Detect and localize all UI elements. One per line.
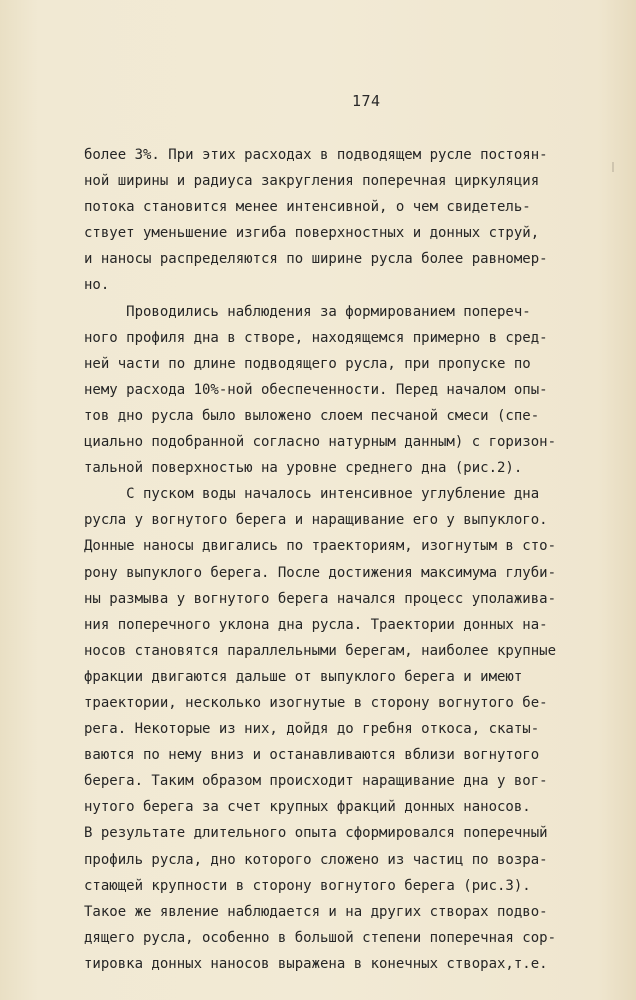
text-line: ной ширины и радиуса закругления поперечная циркуляция <box>84 173 540 190</box>
text-line: циально подобранной согласно натурным данным) с горизон- <box>84 434 557 451</box>
text-line: нему расхода 10%-ной обеспеченности. Перед началом опы- <box>84 381 548 398</box>
text-line: С пуском воды началось интенсивное углубление дна <box>84 486 540 503</box>
text-line: тов дно русла было выложено слоем песчаной смеси (спе- <box>84 407 540 424</box>
text-line: носов становятся параллельными берегам, наиболее крупные <box>84 642 557 659</box>
text-line: тальной поверхностью на уровне среднего дна (рис.2). <box>84 460 523 477</box>
text-line: нутого берега за счет крупных фракций донных наносов. <box>84 799 531 816</box>
text-line: рону выпуклого берега. После достижения максимума глуби- <box>84 564 557 581</box>
text-line: но. <box>84 277 110 294</box>
text-line: траектории, несколько изогнутые в сторону вогнутого бе- <box>84 694 548 711</box>
text-line: тировка донных наносов выражена в конечных створах,т.е. <box>84 955 548 972</box>
text-line: ния поперечного уклона дна русла. Траектории донных на- <box>84 616 548 633</box>
text-line: профиль русла, дно которого сложено из частиц по возра- <box>84 851 548 868</box>
text-line: ваются по нему вниз и останавливаются вблизи вогнутого <box>84 747 540 764</box>
text-line: потока становится менее интенсивной, о чем свидетель- <box>84 199 531 216</box>
text-line: Такое же явление наблюдается и на других створах подво- <box>84 903 548 920</box>
text-line: и наносы распределяются по ширине русла более равномер- <box>84 251 548 268</box>
text-line: более 3%. При этих расходах в подводящем русле постоян- <box>84 147 548 163</box>
text-line: ны размыва у вогнутого берега начался процесс уполажива- <box>84 590 557 607</box>
text-line: берега. Таким образом происходит наращивание дна у вог- <box>84 773 548 790</box>
text-line: ствует уменьшение изгиба поверхностных и донных струй, <box>84 225 540 242</box>
text-line: стающей крупности в сторону вогнутого берега (рис.3). <box>84 877 531 894</box>
page-number: 174 <box>352 92 381 110</box>
text-line: дящего русла, особенно в большой степени поперечная сор- <box>84 929 557 946</box>
body-text <box>84 142 624 977</box>
text-line: ного профиля дна в створе, находящемся примерно в сред- <box>84 329 548 346</box>
text-line: В результате длительного опыта сформировался поперечный <box>84 825 548 842</box>
text-line: рега. Некоторые из них, дойдя до гребня откоса, скаты- <box>84 721 540 738</box>
scan-speck <box>612 162 614 172</box>
text-line: Донные наносы двигались по траекториям, изогнутым в сто- <box>84 538 557 555</box>
text-line: Проводились наблюдения за формированием попереч- <box>84 303 531 320</box>
text-line: фракции двигаются дальше от выпуклого берега и имеют <box>84 668 523 685</box>
text-line: ней части по длине подводящего русла, при пропуске по <box>84 355 531 372</box>
text-line: русла у вогнутого берега и наращивание его у выпуклого. <box>84 512 548 529</box>
